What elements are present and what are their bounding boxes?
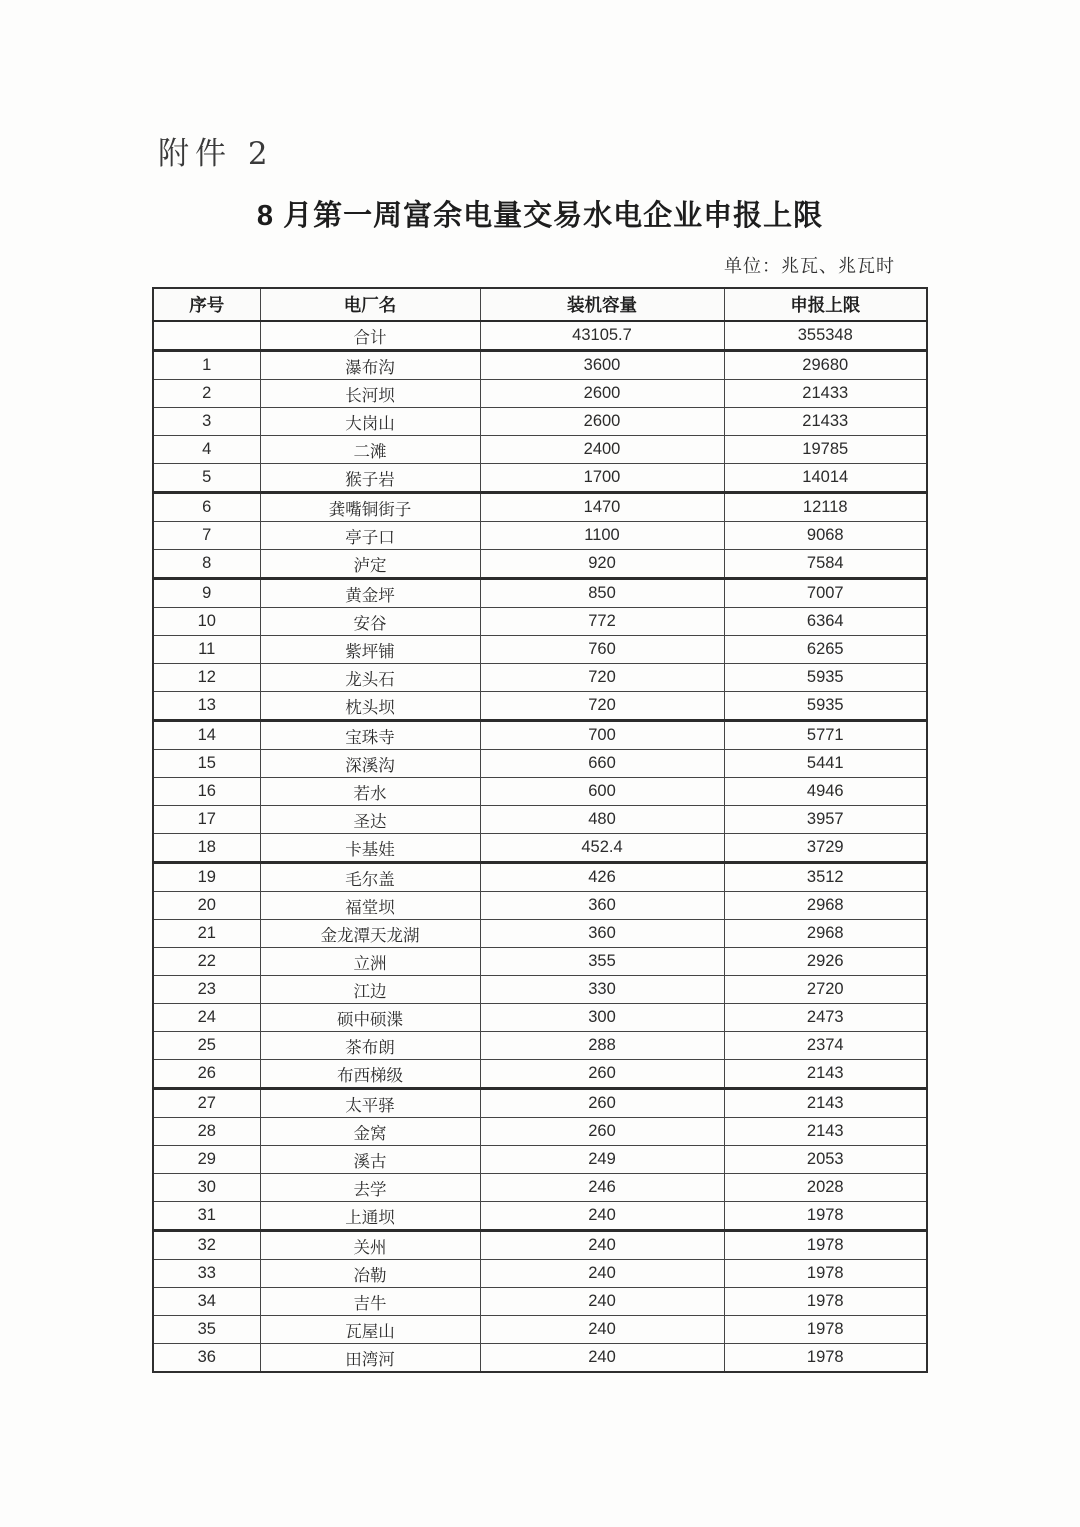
cell-capacity: 700	[480, 721, 724, 750]
table-row	[153, 636, 927, 664]
cell-plant: 去学	[260, 1174, 480, 1202]
cell-capacity: 260	[480, 1089, 724, 1118]
cell-plant: 吉牛	[260, 1288, 480, 1316]
column-header-serial: 序号	[153, 288, 260, 321]
cell-limit: 5441	[724, 750, 927, 778]
table-row	[153, 550, 927, 579]
cell-plant: 金窝	[260, 1118, 480, 1146]
column-header-capacity: 装机容量	[480, 288, 724, 321]
cell-plant: 瀑布沟	[260, 351, 480, 380]
table-row	[153, 608, 927, 636]
column-header-plant: 电厂名	[260, 288, 480, 321]
attachment-label: 附件 2	[158, 136, 274, 172]
cell-serial: 33	[153, 1260, 260, 1288]
cell-capacity: 660	[480, 750, 724, 778]
cell-plant: 泸定	[260, 550, 480, 579]
cell-serial: 22	[153, 948, 260, 976]
cell-serial: 5	[153, 464, 260, 493]
cell-serial: 20	[153, 892, 260, 920]
table-row	[153, 1288, 927, 1316]
cell-serial: 28	[153, 1118, 260, 1146]
cell-capacity: 760	[480, 636, 724, 664]
cell-plant: 紫坪铺	[260, 636, 480, 664]
cell-capacity: 240	[480, 1344, 724, 1373]
cell-limit: 3957	[724, 806, 927, 834]
cell-limit: 14014	[724, 464, 927, 493]
cell-limit: 6364	[724, 608, 927, 636]
table-row	[153, 351, 927, 380]
cell-plant: 宝珠寺	[260, 721, 480, 750]
cell-plant: 关州	[260, 1231, 480, 1260]
table-row	[153, 1146, 927, 1174]
cell-limit: 1978	[724, 1316, 927, 1344]
cell-plant: 龙头石	[260, 664, 480, 692]
cell-plant: 龚嘴铜街子	[260, 493, 480, 522]
table-row	[153, 408, 927, 436]
cell-capacity: 288	[480, 1032, 724, 1060]
cell-capacity: 2600	[480, 408, 724, 436]
cell-capacity: 2600	[480, 380, 724, 408]
table-row	[153, 1089, 927, 1118]
table-row	[153, 806, 927, 834]
cell-capacity: 43105.7	[480, 321, 724, 351]
cell-serial: 32	[153, 1231, 260, 1260]
table-row	[153, 579, 927, 608]
cell-limit: 29680	[724, 351, 927, 380]
cell-limit: 2473	[724, 1004, 927, 1032]
cell-plant: 亭子口	[260, 522, 480, 550]
cell-plant: 田湾河	[260, 1344, 480, 1373]
table-total-row	[153, 321, 927, 351]
cell-serial	[153, 321, 260, 351]
cell-limit: 2028	[724, 1174, 927, 1202]
table-row	[153, 1060, 927, 1089]
table-row	[153, 1316, 927, 1344]
table-row	[153, 464, 927, 493]
cell-capacity: 850	[480, 579, 724, 608]
cell-serial: 23	[153, 976, 260, 1004]
table-row	[153, 948, 927, 976]
table-row	[153, 750, 927, 778]
cell-serial: 7	[153, 522, 260, 550]
cell-limit: 21433	[724, 380, 927, 408]
cell-capacity: 240	[480, 1231, 724, 1260]
cell-limit: 6265	[724, 636, 927, 664]
table-row	[153, 436, 927, 464]
cell-serial: 24	[153, 1004, 260, 1032]
cell-limit: 7584	[724, 550, 927, 579]
cell-serial: 15	[153, 750, 260, 778]
cell-capacity: 240	[480, 1288, 724, 1316]
cell-capacity: 720	[480, 664, 724, 692]
cell-serial: 4	[153, 436, 260, 464]
report-table-container	[152, 287, 926, 1373]
table-row	[153, 380, 927, 408]
table-row	[153, 863, 927, 892]
table-row	[153, 522, 927, 550]
table-row	[153, 834, 927, 863]
cell-plant: 瓦屋山	[260, 1316, 480, 1344]
cell-limit: 1978	[724, 1231, 927, 1260]
cell-serial: 6	[153, 493, 260, 522]
cell-plant: 大岗山	[260, 408, 480, 436]
cell-serial: 19	[153, 863, 260, 892]
cell-plant: 立洲	[260, 948, 480, 976]
cell-capacity: 355	[480, 948, 724, 976]
cell-capacity: 240	[480, 1316, 724, 1344]
cell-capacity: 246	[480, 1174, 724, 1202]
cell-serial: 27	[153, 1089, 260, 1118]
cell-plant: 合计	[260, 321, 480, 351]
cell-serial: 34	[153, 1288, 260, 1316]
cell-plant: 枕头坝	[260, 692, 480, 721]
cell-limit: 2374	[724, 1032, 927, 1060]
cell-limit: 4946	[724, 778, 927, 806]
cell-capacity: 452.4	[480, 834, 724, 863]
cell-capacity: 2400	[480, 436, 724, 464]
table-row	[153, 1032, 927, 1060]
cell-limit: 2968	[724, 920, 927, 948]
cell-serial: 11	[153, 636, 260, 664]
cell-limit: 2720	[724, 976, 927, 1004]
cell-capacity: 240	[480, 1202, 724, 1231]
cell-plant: 卡基娃	[260, 834, 480, 863]
cell-serial: 10	[153, 608, 260, 636]
cell-limit: 5935	[724, 664, 927, 692]
cell-limit: 1978	[724, 1344, 927, 1373]
cell-serial: 8	[153, 550, 260, 579]
cell-plant: 黄金坪	[260, 579, 480, 608]
cell-limit: 9068	[724, 522, 927, 550]
cell-serial: 12	[153, 664, 260, 692]
cell-plant: 金龙潭天龙湖	[260, 920, 480, 948]
cell-plant: 毛尔盖	[260, 863, 480, 892]
cell-limit: 2143	[724, 1089, 927, 1118]
cell-limit: 2143	[724, 1060, 927, 1089]
cell-limit: 3512	[724, 863, 927, 892]
table-row	[153, 1004, 927, 1032]
cell-serial: 25	[153, 1032, 260, 1060]
cell-capacity: 240	[480, 1260, 724, 1288]
cell-serial: 21	[153, 920, 260, 948]
table-row	[153, 1231, 927, 1260]
cell-serial: 17	[153, 806, 260, 834]
cell-serial: 36	[153, 1344, 260, 1373]
cell-capacity: 3600	[480, 351, 724, 380]
cell-serial: 16	[153, 778, 260, 806]
table-row	[153, 493, 927, 522]
cell-limit: 21433	[724, 408, 927, 436]
cell-capacity: 1100	[480, 522, 724, 550]
table-row	[153, 692, 927, 721]
cell-serial: 18	[153, 834, 260, 863]
cell-plant: 若水	[260, 778, 480, 806]
table-row	[153, 892, 927, 920]
column-header-limit: 申报上限	[724, 288, 927, 321]
report-table	[152, 287, 928, 1373]
table-row	[153, 1344, 927, 1373]
cell-capacity: 480	[480, 806, 724, 834]
cell-plant: 江边	[260, 976, 480, 1004]
cell-plant: 福堂坝	[260, 892, 480, 920]
cell-serial: 1	[153, 351, 260, 380]
cell-capacity: 360	[480, 920, 724, 948]
cell-capacity: 920	[480, 550, 724, 579]
cell-limit: 5771	[724, 721, 927, 750]
cell-capacity: 360	[480, 892, 724, 920]
cell-plant: 溪古	[260, 1146, 480, 1174]
cell-plant: 茶布朗	[260, 1032, 480, 1060]
cell-plant: 安谷	[260, 608, 480, 636]
cell-serial: 14	[153, 721, 260, 750]
cell-limit: 1978	[724, 1288, 927, 1316]
cell-plant: 太平驿	[260, 1089, 480, 1118]
cell-plant: 猴子岩	[260, 464, 480, 493]
cell-serial: 35	[153, 1316, 260, 1344]
cell-plant: 二滩	[260, 436, 480, 464]
cell-serial: 13	[153, 692, 260, 721]
table-row	[153, 1202, 927, 1231]
table-row	[153, 778, 927, 806]
table-row	[153, 1174, 927, 1202]
cell-capacity: 260	[480, 1118, 724, 1146]
cell-plant: 长河坝	[260, 380, 480, 408]
cell-limit: 5935	[724, 692, 927, 721]
cell-serial: 29	[153, 1146, 260, 1174]
table-row	[153, 920, 927, 948]
table-row	[153, 721, 927, 750]
cell-limit: 2143	[724, 1118, 927, 1146]
cell-limit: 19785	[724, 436, 927, 464]
cell-limit: 2053	[724, 1146, 927, 1174]
table-row	[153, 664, 927, 692]
cell-plant: 硕中硕渫	[260, 1004, 480, 1032]
cell-plant: 布西梯级	[260, 1060, 480, 1089]
table-row	[153, 1118, 927, 1146]
cell-capacity: 1470	[480, 493, 724, 522]
cell-plant: 深溪沟	[260, 750, 480, 778]
table-row	[153, 1260, 927, 1288]
cell-capacity: 600	[480, 778, 724, 806]
cell-limit: 7007	[724, 579, 927, 608]
cell-limit: 2926	[724, 948, 927, 976]
cell-limit: 1978	[724, 1260, 927, 1288]
cell-limit: 12118	[724, 493, 927, 522]
cell-capacity: 1700	[480, 464, 724, 493]
cell-limit: 2968	[724, 892, 927, 920]
table-row	[153, 976, 927, 1004]
unit-note: 单位：兆瓦、兆瓦时	[724, 256, 895, 276]
cell-capacity: 260	[480, 1060, 724, 1089]
cell-plant: 圣达	[260, 806, 480, 834]
cell-capacity: 772	[480, 608, 724, 636]
cell-serial: 2	[153, 380, 260, 408]
cell-capacity: 330	[480, 976, 724, 1004]
cell-limit: 3729	[724, 834, 927, 863]
cell-plant: 上通坝	[260, 1202, 480, 1231]
cell-serial: 9	[153, 579, 260, 608]
cell-limit: 1978	[724, 1202, 927, 1231]
cell-serial: 31	[153, 1202, 260, 1231]
cell-serial: 3	[153, 408, 260, 436]
page-title: 8 月第一周富余电量交易水电企业申报上限	[256, 200, 824, 232]
table-header-row	[153, 288, 927, 321]
cell-capacity: 300	[480, 1004, 724, 1032]
cell-serial: 30	[153, 1174, 260, 1202]
cell-capacity: 426	[480, 863, 724, 892]
cell-plant: 冶勒	[260, 1260, 480, 1288]
cell-serial: 26	[153, 1060, 260, 1089]
cell-capacity: 249	[480, 1146, 724, 1174]
cell-limit: 355348	[724, 321, 927, 351]
cell-capacity: 720	[480, 692, 724, 721]
